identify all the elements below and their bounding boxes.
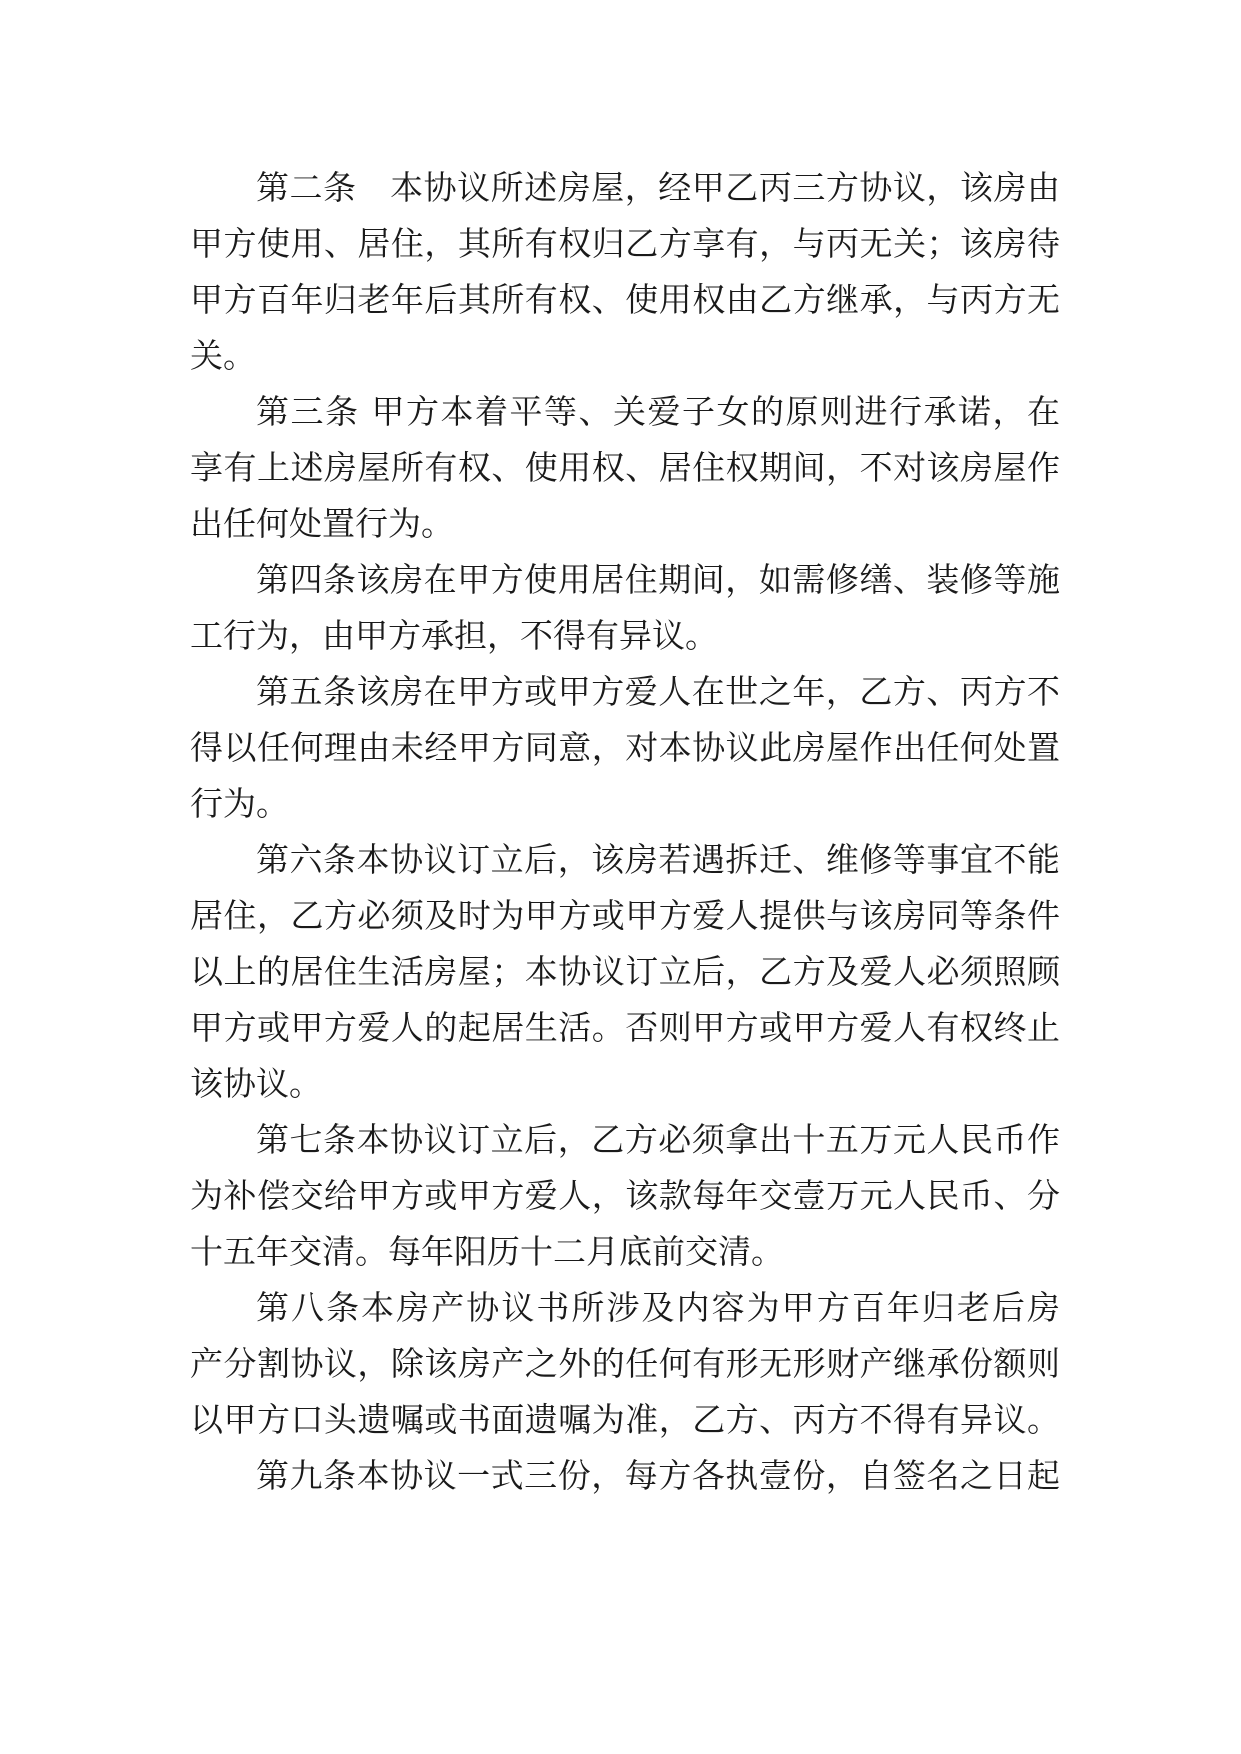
article-6-line-5: 该协议。: [190, 1064, 322, 1103]
article-3-line-1: 第三条 甲方本着平等、关爱子女的原则进行承诺，在: [256, 392, 1060, 431]
article-7-line-3: 十五年交清。每年阳历十二月底前交清。: [190, 1232, 784, 1271]
article-8-line-3: 以甲方口头遗嘱或书面遗嘱为准，乙方、丙方不得有异议。: [190, 1400, 1060, 1439]
article-2-line-1: 第二条 本协议所述房屋，经甲乙丙三方协议，该房由: [256, 168, 1060, 207]
article-2-line-2: 甲方使用、居住，其所有权归乙方享有，与丙无关；该房待: [190, 224, 1060, 263]
article-3-line-3: 出任何处置行为。: [190, 504, 454, 543]
article-5-line-3: 行为。: [190, 784, 289, 823]
article-8-line-2: 产分割协议，除该房产之外的任何有形无形财产继承份额则: [190, 1344, 1060, 1383]
article-4-line-1: 第四条该房在甲方使用居住期间，如需修缮、装修等施: [256, 560, 1060, 599]
article-4-line-2: 工行为，由甲方承担，不得有异议。: [190, 616, 718, 655]
article-5-line-2: 得以任何理由未经甲方同意，对本协议此房屋作出任何处置: [190, 728, 1060, 767]
article-2-line-4: 关。: [190, 336, 256, 375]
article-7-line-1: 第七条本协议订立后，乙方必须拿出十五万元人民币作: [256, 1120, 1060, 1159]
article-6-line-1: 第六条本协议订立后，该房若遇拆迁、维修等事宜不能: [256, 840, 1060, 879]
article-2-line-3: 甲方百年归老年后其所有权、使用权由乙方继承，与丙方无: [190, 280, 1060, 319]
article-7-line-2: 为补偿交给甲方或甲方爱人，该款每年交壹万元人民币、分: [190, 1176, 1060, 1215]
article-6-line-3: 以上的居住生活房屋；本协议订立后，乙方及爱人必须照顾: [190, 952, 1060, 991]
article-6-line-2: 居住，乙方必须及时为甲方或甲方爱人提供与该房同等条件: [190, 896, 1060, 935]
article-3-line-2: 享有上述房屋所有权、使用权、居住权期间，不对该房屋作: [190, 448, 1060, 487]
article-8-line-1: 第八条本房产协议书所涉及内容为甲方百年归老后房: [256, 1288, 1060, 1327]
article-5-line-1: 第五条该房在甲方或甲方爱人在世之年，乙方、丙方不: [256, 672, 1060, 711]
article-9-line-1: 第九条本协议一式三份，每方各执壹份，自签名之日起: [256, 1456, 1060, 1495]
article-6-line-4: 甲方或甲方爱人的起居生活。否则甲方或甲方爱人有权终止: [190, 1008, 1060, 1047]
